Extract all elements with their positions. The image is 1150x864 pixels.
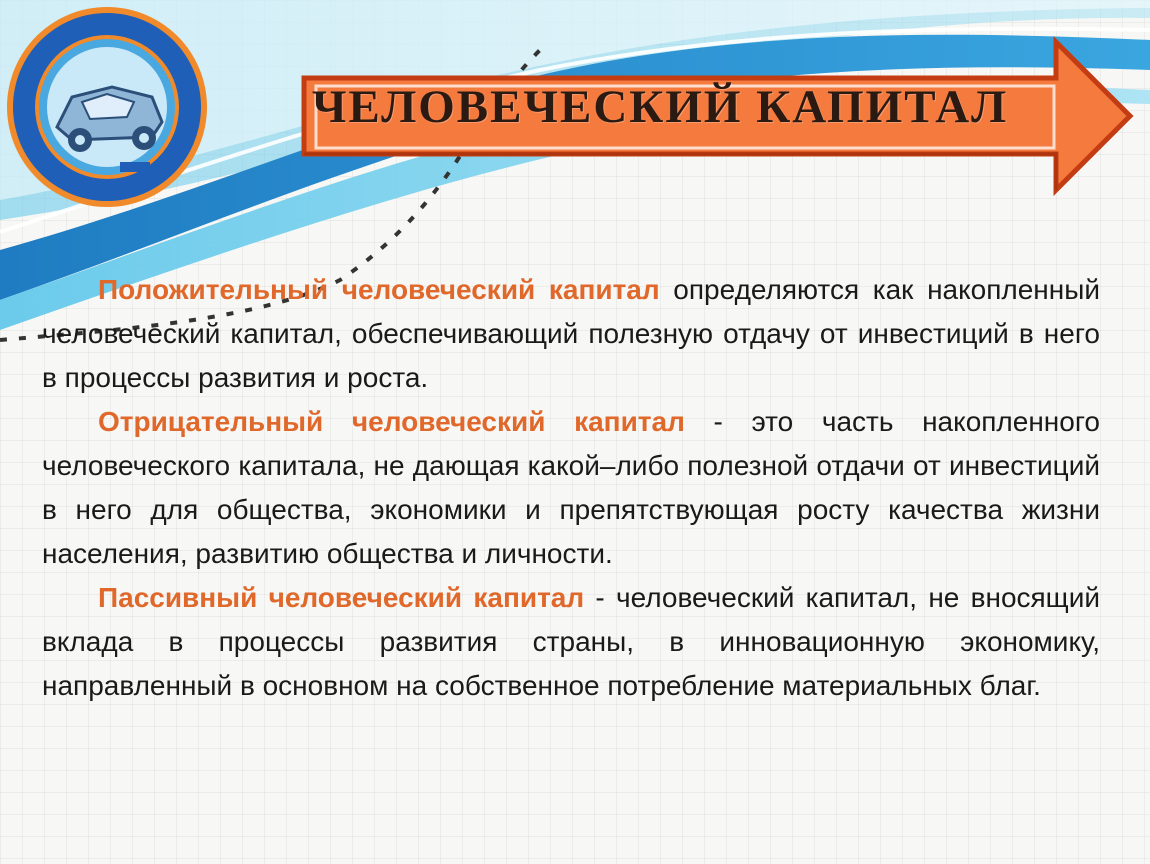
definition-positive xyxy=(42,268,1100,400)
definition-text: - человеческий капитал, не вносящий вклада в процессы развития страны, в инновационную экономику, направленный в основном на собственное потребление материальных благ. xyxy=(42,582,1101,701)
college-emblem-logo xyxy=(2,2,212,212)
slide-title: ЧЕЛОВЕЧЕСКИЙ КАПИТАЛ xyxy=(312,81,1009,133)
definition-text: определяются как накопленный человеческий капитал, обеспечивающий полезную отдачу от инвестиций в него в процессы развития и роста. xyxy=(42,274,1101,393)
definition-negative xyxy=(42,400,1100,576)
term-negative-human-capital: Отрицательный человеческий капитал xyxy=(98,406,685,437)
term-passive-human-capital: Пассивный человеческий капитал xyxy=(98,582,585,613)
definitions-body xyxy=(42,268,1100,708)
term-positive-human-capital: Положительный человеческий капитал xyxy=(98,274,660,305)
definition-passive xyxy=(42,576,1100,708)
definition-text: - это часть накопленного человеческого капитала, не дающая какой–либо полезной отдачи от инвестиций в него для общества, экономики и препятствующая росту качества жизни населения, развитию общества и личности. xyxy=(42,406,1101,569)
